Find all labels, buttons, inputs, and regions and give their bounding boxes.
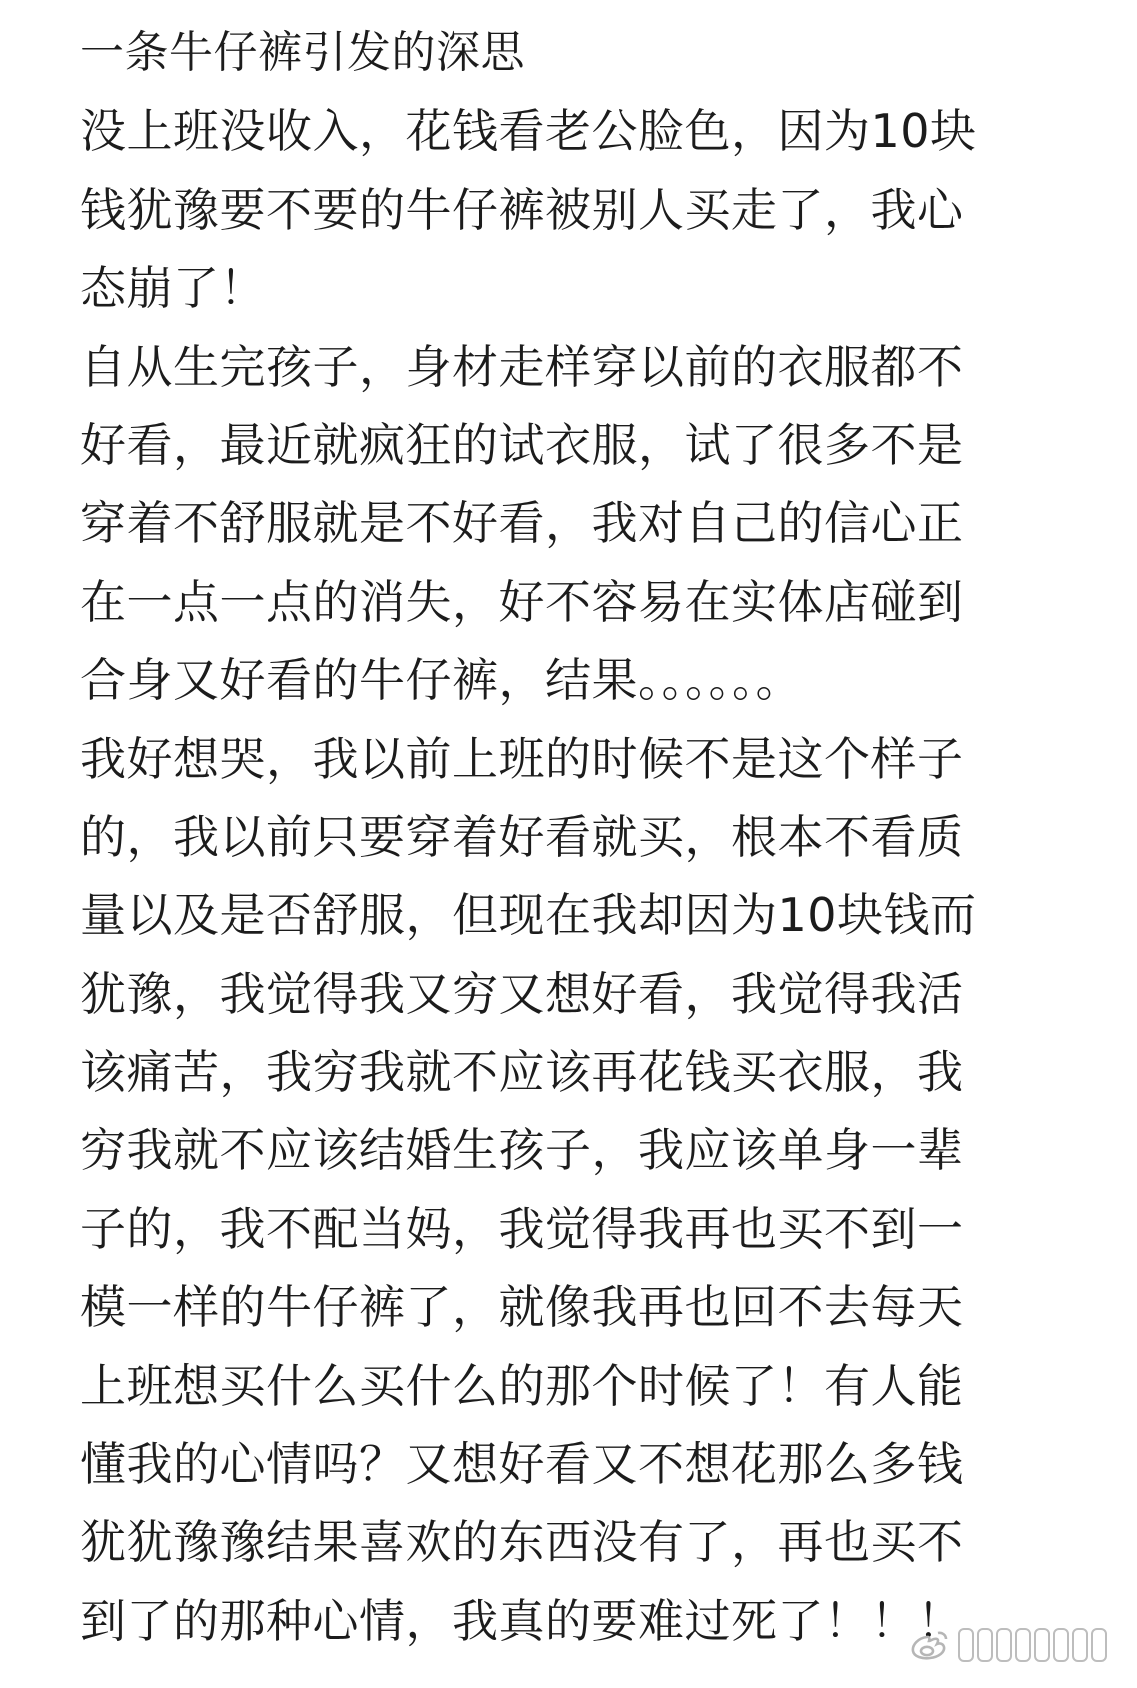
post-body xyxy=(80,14,1085,1660)
post-text-line: 量以及是否舒服，但现在我却因为10块钱而 xyxy=(80,888,977,943)
post-text-line: 合身又好看的牛仔裤，结果。。。。。。 xyxy=(80,653,802,708)
post-text-line: 到了的那种心情，我真的要难过死了！！！ xyxy=(80,1593,964,1648)
watermark xyxy=(910,1628,1107,1662)
post-text-line: 好看，最近就疯狂的试衣服，试了很多不是 xyxy=(80,417,964,472)
post-text-line: 模一样的牛仔裤了，就像我再也回不去每天 xyxy=(80,1280,964,1335)
post-text-line: 我好想哭，我以前上班的时候不是这个样子 xyxy=(80,731,964,786)
post-text-line: 子的，我不配当妈，我觉得我再也买不到一 xyxy=(80,1201,964,1256)
post-text-line: 自从生完孩子，身材走样穿以前的衣服都不 xyxy=(80,339,964,394)
post-text-line: 犹犹豫豫结果喜欢的东西没有了，再也买不 xyxy=(80,1515,964,1570)
post-text-line: 上班想买什么买什么的那个时候了！有人能 xyxy=(80,1358,964,1413)
post-text-line: 没上班没收入，花钱看老公脸色，因为10块 xyxy=(80,104,977,159)
post-text-line: 犹豫，我觉得我又穷又想好看，我觉得我活 xyxy=(80,966,964,1021)
post-text-line: 懂我的心情吗？又想好看又不想花那么多钱 xyxy=(80,1437,964,1492)
post-title: 一条牛仔裤引发的深思 xyxy=(80,27,525,78)
post-text-line: 的，我以前只要穿着好看就买，根本不看质 xyxy=(80,809,964,864)
post-text-line: 在一点一点的消失，好不容易在实体店碰到 xyxy=(80,574,964,629)
post-text-line: 态崩了！ xyxy=(80,261,266,316)
post-text-line: 穷我就不应该结婚生孩子，我应该单身一辈 xyxy=(80,1123,964,1178)
post-text-line: 钱犹豫要不要的牛仔裤被别人买走了，我心 xyxy=(80,182,964,237)
weibo-logo-icon xyxy=(910,1629,950,1661)
watermark-mark xyxy=(958,1628,1107,1662)
post-text-line: 穿着不舒服就是不好看，我对自己的信心正 xyxy=(80,496,964,551)
post-text-line: 该痛苦，我穷我就不应该再花钱买衣服，我 xyxy=(80,1045,964,1100)
